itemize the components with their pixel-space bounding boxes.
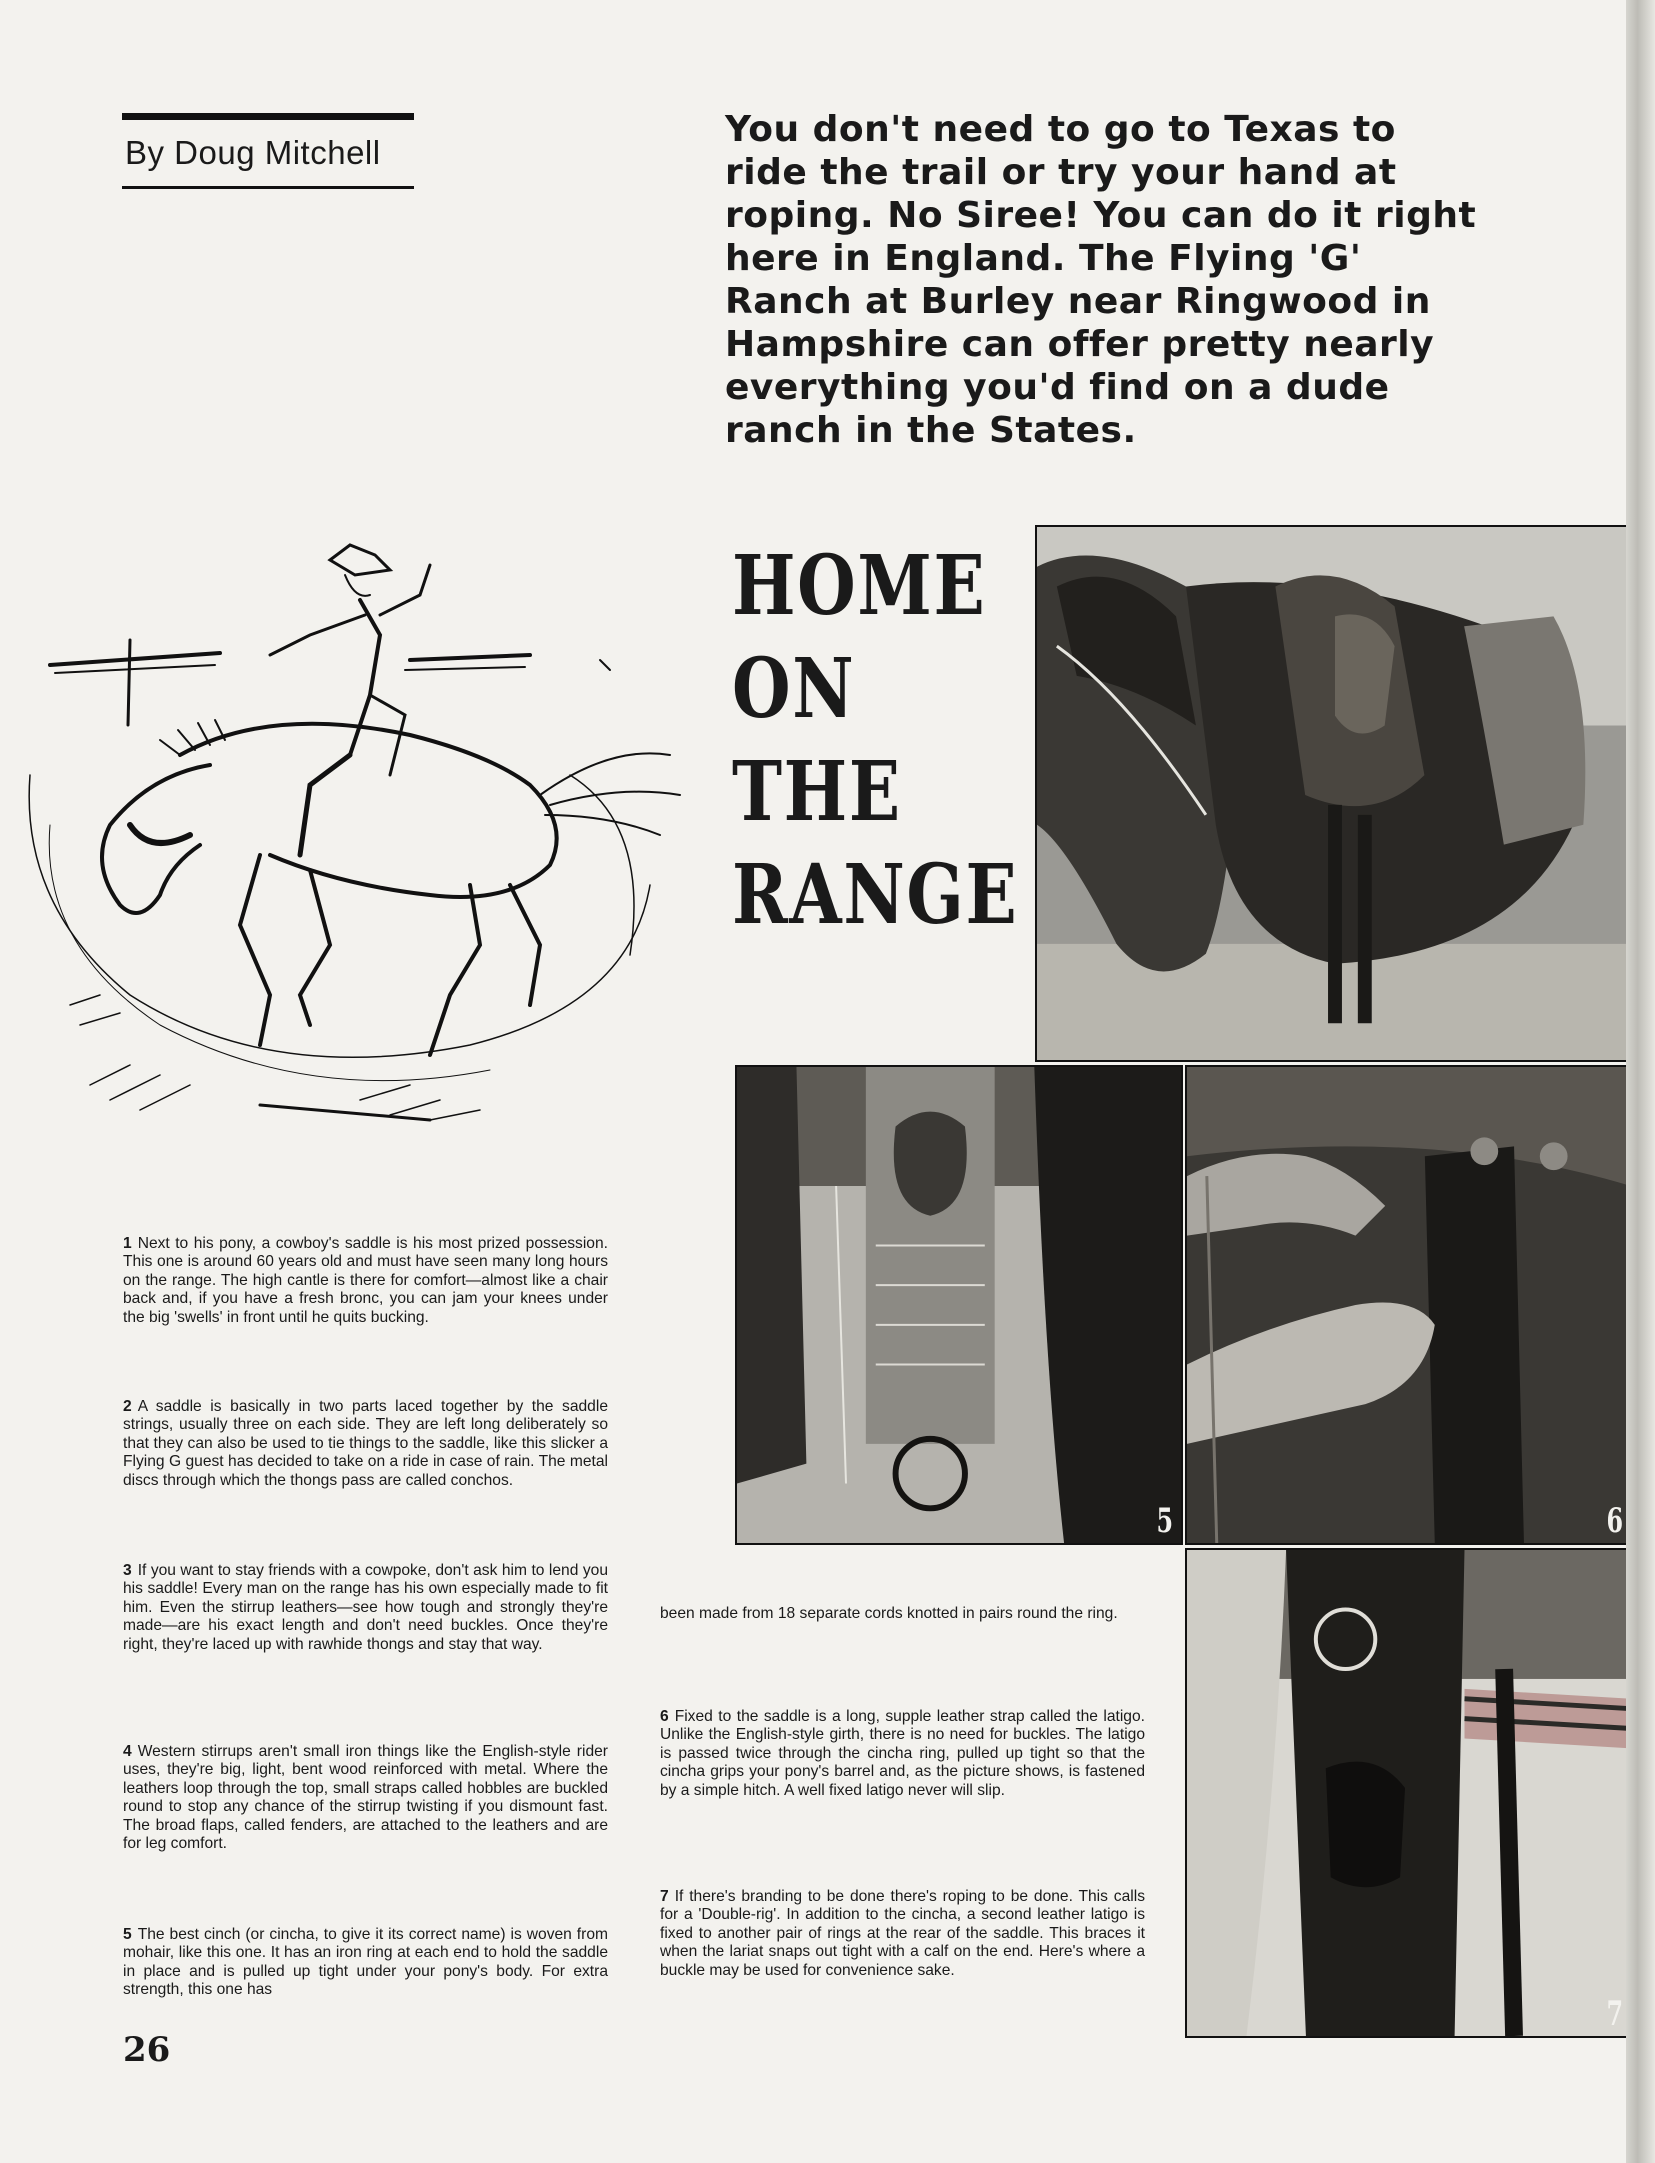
caption-text: A saddle is basically in two parts laced together by the saddle strings, usually three on each side. They are left long deliberately so that they can also be used to tie things to the saddle, like this slicker a Flying G guest has decided to take on a ride in case of rain. The metal discs through which the thongs pass are called conchos. bbox=[123, 1398, 608, 1489]
caption-number: 2 bbox=[123, 1398, 132, 1415]
bucking-bronco-illustration bbox=[10, 525, 730, 1155]
caption-4 bbox=[123, 1743, 608, 1853]
caption-1 bbox=[123, 1235, 608, 1327]
caption-number: 6 bbox=[660, 1708, 669, 1725]
caption-6 bbox=[660, 1708, 1145, 1800]
caption-number: 5 bbox=[123, 1926, 132, 1943]
photo-pony-saddle bbox=[1035, 525, 1633, 1062]
caption-text: The best cinch (or cincha, to give it its correct name) is woven from mohair, like this one. It has an iron ring at each end to hold the saddle in place and is pulled up tight under your pony's body. For extra strength, this one has bbox=[123, 1926, 608, 1999]
caption-5 bbox=[123, 1926, 608, 2000]
byline-block bbox=[122, 113, 414, 189]
caption-text: Fixed to the saddle is a long, supple leather strap called the latigo. Unlike the English-style girth, there is no need for buckles. The latigo is passed twice through the cincha ring, pulled up tight so that the cincha grips your pony's barrel and, as the picture shows, is fastened by a simple hitch. A well fixed latigo never will slip. bbox=[660, 1708, 1145, 1799]
photo-mohair-cinch bbox=[735, 1065, 1183, 1545]
photo-number: 7 bbox=[1606, 1994, 1624, 2034]
caption-text: If you want to stay friends with a cowpoke, don't ask him to lend you his saddle! Every man on the range has his own especially made to fit him. Even the stirrup leathers—see how tough and strongly they're made—are his exact length and don't need buckles. Once they're right, they're laced up with rawhide thongs and stay that way. bbox=[123, 1562, 608, 1653]
caption-7 bbox=[660, 1888, 1145, 1980]
byline-rule-bottom bbox=[122, 186, 414, 189]
caption-number: 4 bbox=[123, 1743, 132, 1760]
byline-rule-top bbox=[122, 113, 414, 120]
caption-2 bbox=[123, 1398, 608, 1490]
photo-latigo-hitch bbox=[1185, 1065, 1633, 1545]
title-line: ON bbox=[732, 641, 856, 737]
title-line: HOME bbox=[732, 538, 987, 634]
page-gutter bbox=[1626, 0, 1655, 2163]
caption-text: Western stirrups aren't small iron things like the English-style rider uses, they're big, light, bent wood reinforced with metal. Where the leathers loop through the top, small straps called hobbles are buckled round to stop any chance of the stirrup twisting if you dismount fast. The broad flaps, called fenders, are attached to the leathers and are for leg comfort. bbox=[123, 1743, 608, 1853]
article-title bbox=[732, 535, 1019, 947]
caption-text: been made from 18 separate cords knotted in pairs round the ring. bbox=[660, 1605, 1118, 1622]
caption-text: Next to his pony, a cowboy's saddle is his most prized possession. This one is around 60 years old and must have seen many long hours on the range. The high cantle is there for comfort—almost like a chair back and, if you have a fresh bronc, you can jam your knees under the big 'swells' in front until he quits bucking. bbox=[123, 1235, 608, 1326]
page-number: 26 bbox=[123, 2030, 171, 2070]
caption-number: 3 bbox=[123, 1562, 132, 1579]
caption-3 bbox=[123, 1562, 608, 1654]
caption-number: 1 bbox=[123, 1235, 132, 1252]
title-line: RANGE bbox=[732, 847, 1019, 943]
caption-number: 7 bbox=[660, 1888, 669, 1905]
intro-standfirst: You don't need to go to Texas to ride the trail or try your hand at roping. No Siree! You can do it right here in England. The Flying 'G' Ranch at Burley near Ringwood in Hampshire can offer pretty nearly everything you'd find on a dude ranch in the States. bbox=[725, 109, 1477, 451]
photo-number: 6 bbox=[1606, 1501, 1624, 1541]
caption-5-continued bbox=[660, 1605, 1145, 1623]
photo-double-rig bbox=[1185, 1548, 1633, 2038]
title-line: THE bbox=[732, 744, 902, 840]
byline: By Doug Mitchell bbox=[125, 134, 381, 171]
photo-number: 5 bbox=[1156, 1501, 1174, 1541]
caption-text: If there's branding to be done there's roping to be done. This calls for a 'Double-rig'. In addition to the cincha, a second leather latigo is fixed to another pair of rings at the rear of the saddle. This braces it when the lariat snaps out tight with a calf on the end. Here's where a buckle may be used for convenience sake. bbox=[660, 1888, 1145, 1979]
